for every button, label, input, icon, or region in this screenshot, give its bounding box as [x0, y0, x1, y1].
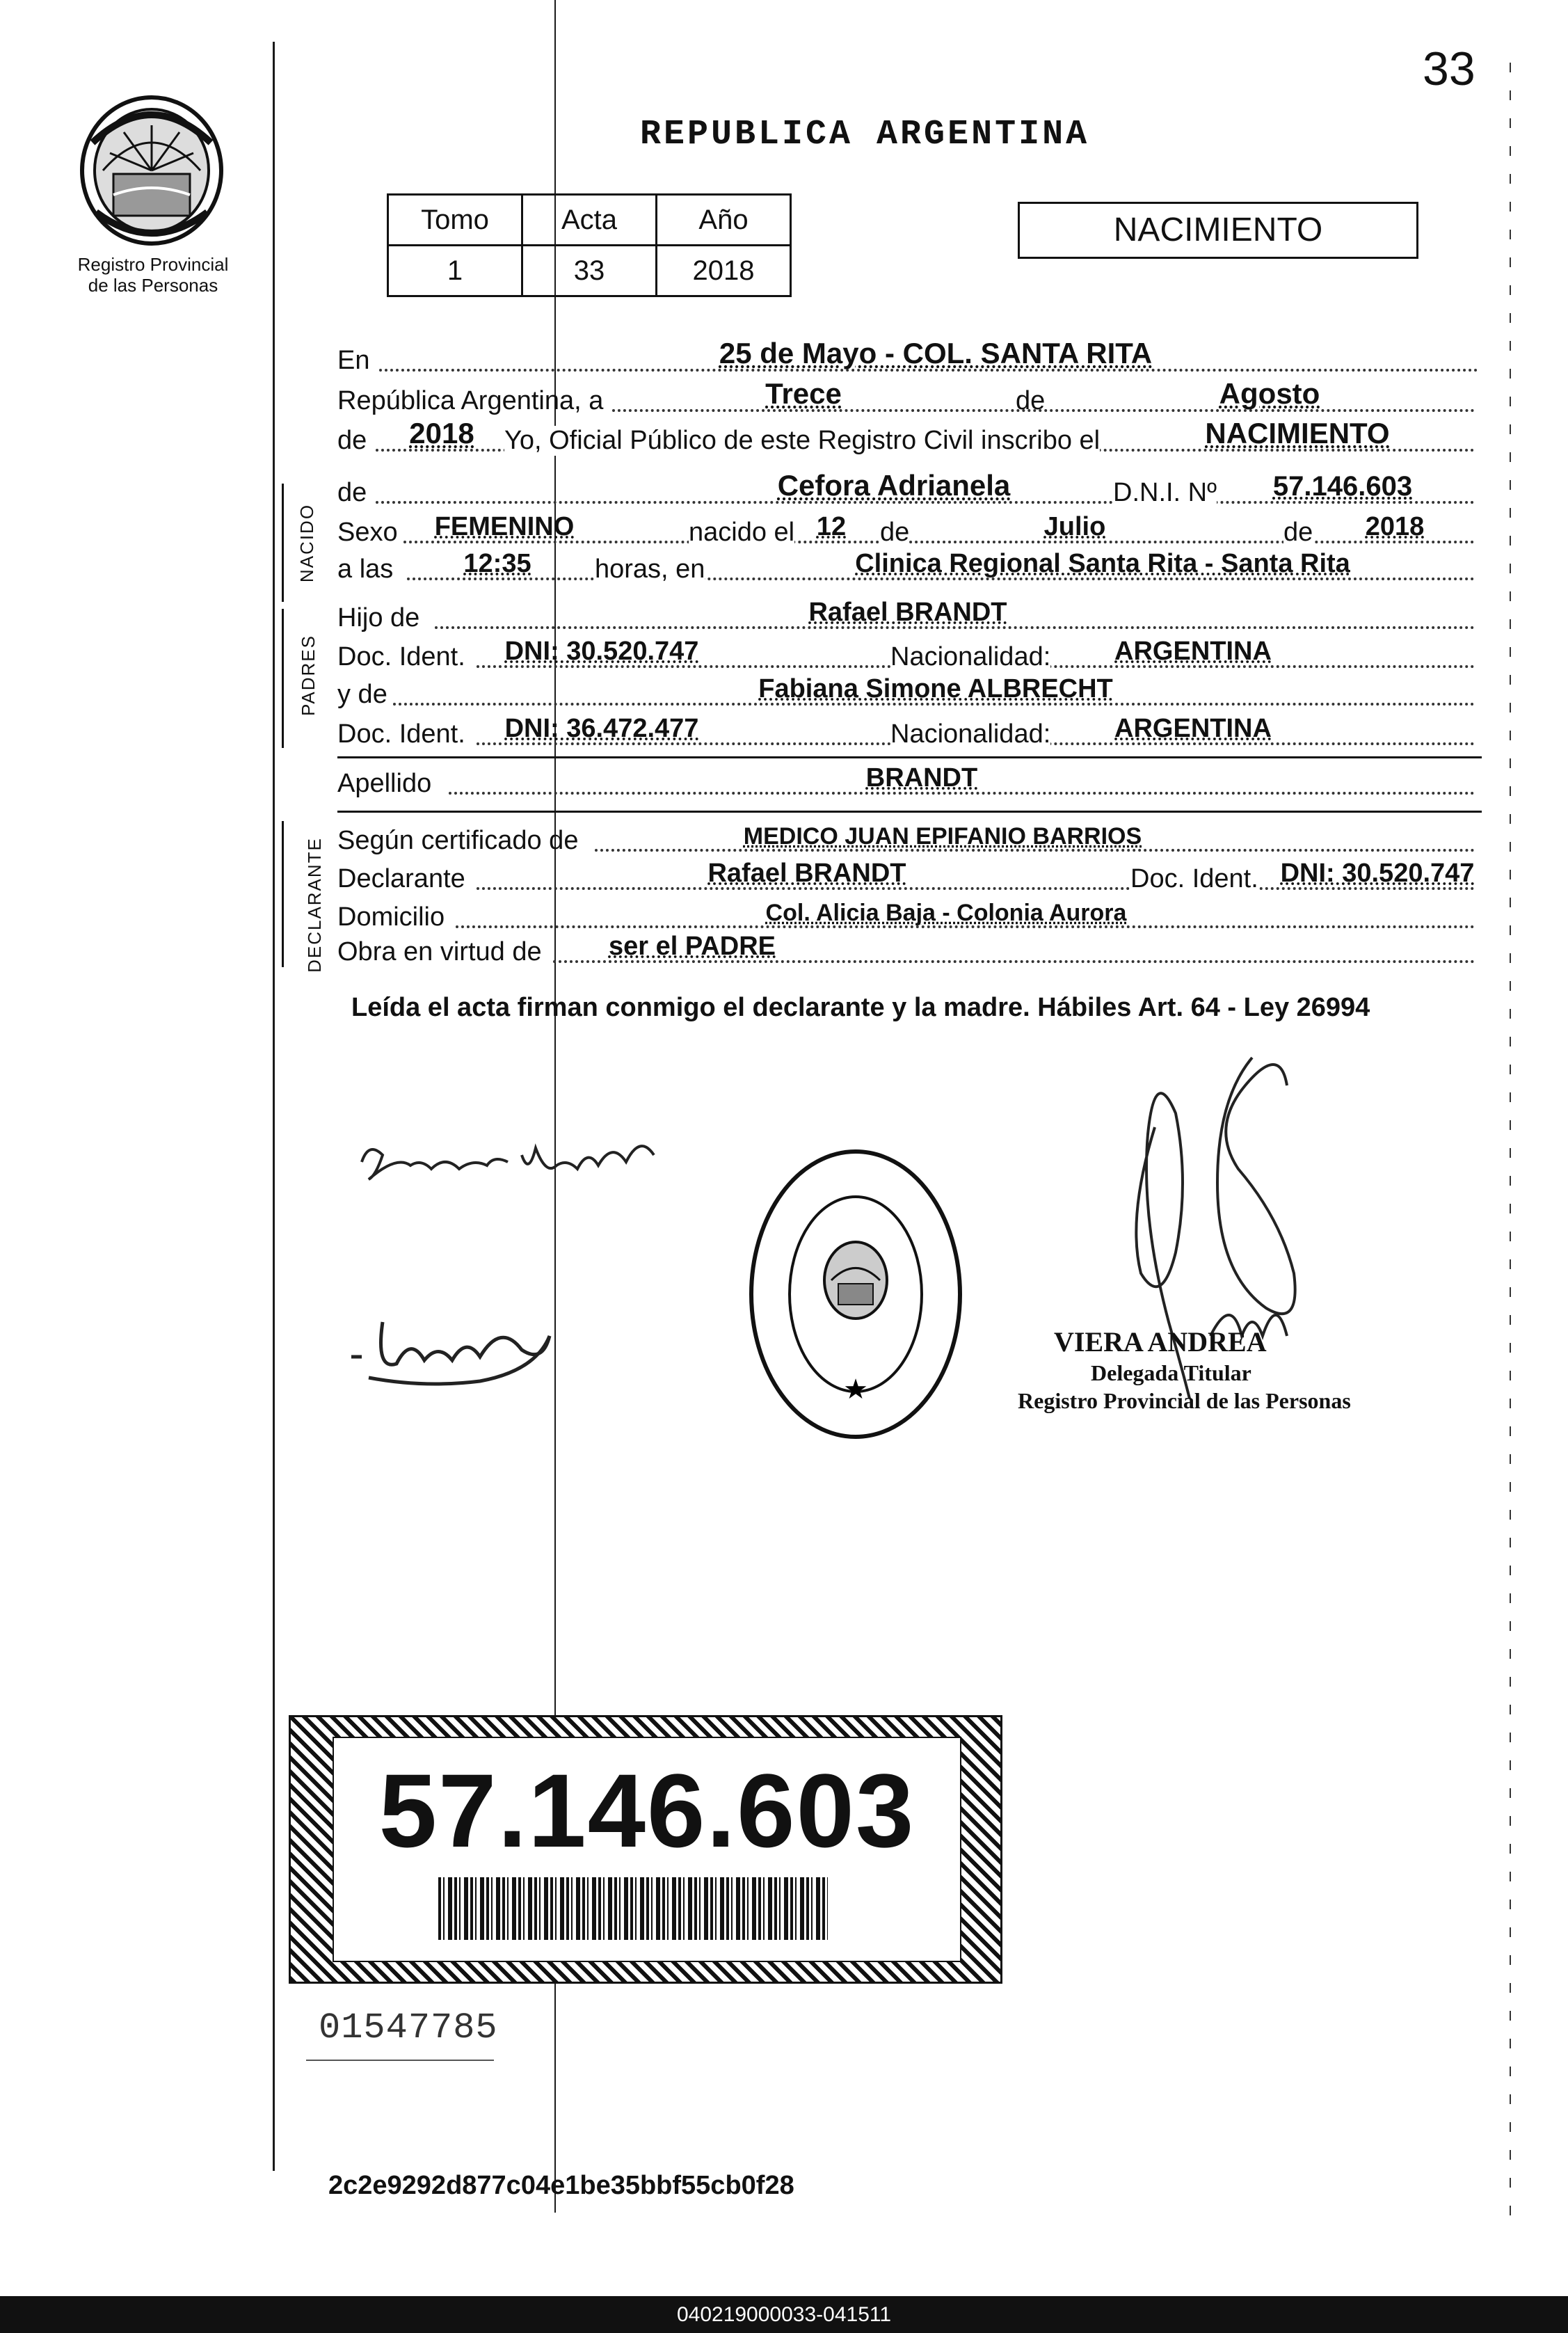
row-name: [337, 469, 1482, 512]
separator: [337, 756, 1482, 758]
surname-value: BRANDT: [865, 763, 978, 793]
de-label: de: [1016, 386, 1046, 415]
de4-label: de: [880, 518, 910, 547]
dni-label: D.N.I. Nº: [1113, 478, 1217, 507]
document-title: REPUBLICA ARGENTINA: [640, 115, 1090, 154]
serial-number: 01547785: [319, 2007, 498, 2048]
nac-label: Nacionalidad:: [890, 642, 1051, 671]
official-name: VIERA ANDREA: [1054, 1326, 1267, 1357]
father-value: Rafael BRANDT: [808, 598, 1007, 627]
official-org: Registro Provincial de las Personas: [1018, 1388, 1351, 1413]
serial-underline: [306, 2060, 494, 2061]
stamp-icon: [744, 1141, 967, 1447]
row-certificate: [337, 821, 1482, 860]
dni-value: 57.146.603: [1272, 471, 1413, 502]
father-nat-value: ARGENTINA: [1114, 637, 1272, 666]
obra-label: Obra en virtud de: [337, 937, 542, 966]
de3-label: de: [337, 478, 367, 507]
row-mother: [337, 675, 1482, 714]
record-table: [387, 193, 792, 297]
barcode-number: 57.146.603: [378, 1752, 915, 1869]
acta-value: 33: [522, 246, 657, 296]
row-inscription: [337, 417, 1482, 460]
name-value: Cefora Adrianela: [777, 469, 1011, 502]
barcode-inner: [333, 1737, 961, 1962]
logo-caption-line2: de las Personas: [88, 275, 218, 296]
apellido-label: Apellido: [337, 769, 432, 798]
nac2-label: Nacionalidad:: [890, 719, 1051, 749]
tomo-header: Tomo: [388, 195, 522, 246]
signature-graphic: [341, 1294, 563, 1392]
sexo-value: FEMENINO: [434, 512, 575, 541]
closing-statement: Leída el acta firman conmigo el declarante y la madre. Hábiles Art. 64 - Ley 26994: [351, 993, 1370, 1022]
capacity-value: ser el PADRE: [608, 932, 776, 961]
row-capacity: [337, 932, 1482, 971]
page-number: 33: [1423, 42, 1475, 95]
logo-caption-line1: Registro Provincial: [77, 254, 229, 275]
domicilio-label: Domicilio: [337, 902, 445, 932]
padres-section-label: PADRES: [298, 635, 319, 716]
declarant-doc-value: DNI: 30.520.747: [1280, 859, 1475, 888]
signature-graphic: [355, 1127, 675, 1204]
birth-month-value: Julio: [1043, 512, 1106, 541]
record-value-row: [388, 246, 791, 296]
horas-label: horas, en: [595, 555, 705, 584]
anio-value: 2018: [657, 246, 791, 296]
separator: [337, 811, 1482, 813]
act-type-box: NACIMIENTO: [1018, 202, 1418, 259]
row-father-doc: [337, 637, 1482, 676]
mother-value: Fabiana Simone ALBRECHT: [758, 674, 1113, 703]
yo-label: Yo, Oficial Público de este Registro Civil inscribo el: [504, 426, 1101, 455]
declarant-signature: [355, 1127, 675, 1204]
seal-icon: [75, 94, 228, 254]
y-de-label: y de: [337, 680, 387, 709]
row-sex-birth: [337, 513, 1482, 552]
birth-year-value: 2018: [1365, 512, 1425, 541]
year-value: 2018: [409, 417, 474, 449]
acta-header: Acta: [522, 195, 657, 246]
barcode-bars: [438, 1877, 828, 1940]
birth-place-value: Clinica Regional Santa Rita - Santa Rita: [855, 549, 1350, 578]
certificate-value: MEDICO JUAN EPIFANIO BARRIOS: [743, 823, 1142, 850]
doc2-label: Doc. Ident.: [337, 719, 465, 749]
svg-text:★: ★: [843, 1374, 868, 1405]
document-hash: 2c2e9292d877c04e1be35bbf55cb0f28: [328, 2171, 794, 2200]
address-value: Col. Alicia Baja - Colonia Aurora: [765, 900, 1127, 926]
birth-day-value: 12: [816, 512, 847, 541]
edge-line-right: [1510, 63, 1511, 2220]
row-father: [337, 598, 1482, 637]
doc3-label: Doc. Ident.: [1130, 864, 1258, 893]
record-header-row: [388, 195, 791, 246]
row-place: [337, 337, 1482, 380]
logo-caption: [49, 254, 257, 296]
footer-code: 040219000033-041511: [0, 2296, 1568, 2333]
de2-label: de: [337, 426, 367, 455]
sexo-label: Sexo: [337, 518, 398, 547]
day-value: Trece: [765, 377, 842, 410]
mother-signature: [341, 1294, 563, 1392]
official-role: Delegada Titular: [1091, 1360, 1251, 1385]
row-mother-doc: [337, 715, 1482, 754]
place-value: 25 de Mayo - COL. SANTA RITA: [719, 337, 1153, 369]
a-las-label: a las: [337, 555, 394, 584]
cert-label: Según certificado de: [337, 826, 579, 855]
anio-header: Año: [657, 195, 791, 246]
declarante-section-label: DECLARANTE: [303, 837, 325, 973]
en-label: En: [337, 346, 370, 375]
fold-line-left: [273, 42, 275, 2171]
father-doc-value: DNI: 30.520.747: [504, 637, 699, 666]
tomo-value: 1: [388, 246, 522, 296]
mother-doc-value: DNI: 36.472.477: [504, 714, 699, 743]
birth-time-value: 12:35: [463, 549, 531, 578]
doc-label: Doc. Ident.: [337, 642, 465, 671]
de5-label: de: [1283, 518, 1313, 547]
official-stamp: [744, 1141, 967, 1447]
row-date: [337, 377, 1482, 420]
inscribed-value: NACIMIENTO: [1205, 417, 1390, 449]
month-value: Agosto: [1219, 377, 1320, 410]
row-time-place: [337, 550, 1482, 589]
province-seal-logo: [75, 94, 228, 254]
nacido-el-label: nacido el: [689, 518, 795, 547]
row-declarant: [337, 859, 1482, 898]
nacido-section-label: NACIDO: [296, 503, 318, 583]
mother-nat-value: ARGENTINA: [1114, 714, 1272, 743]
declarante-label: Declarante: [337, 864, 465, 893]
barcode-label: [289, 1715, 1002, 1984]
declarant-value: Rafael BRANDT: [707, 859, 906, 888]
row-address: [337, 898, 1482, 937]
hijo-label: Hijo de: [337, 603, 420, 632]
republica-label: República Argentina, a: [337, 386, 604, 415]
row-surname: [337, 764, 1482, 803]
